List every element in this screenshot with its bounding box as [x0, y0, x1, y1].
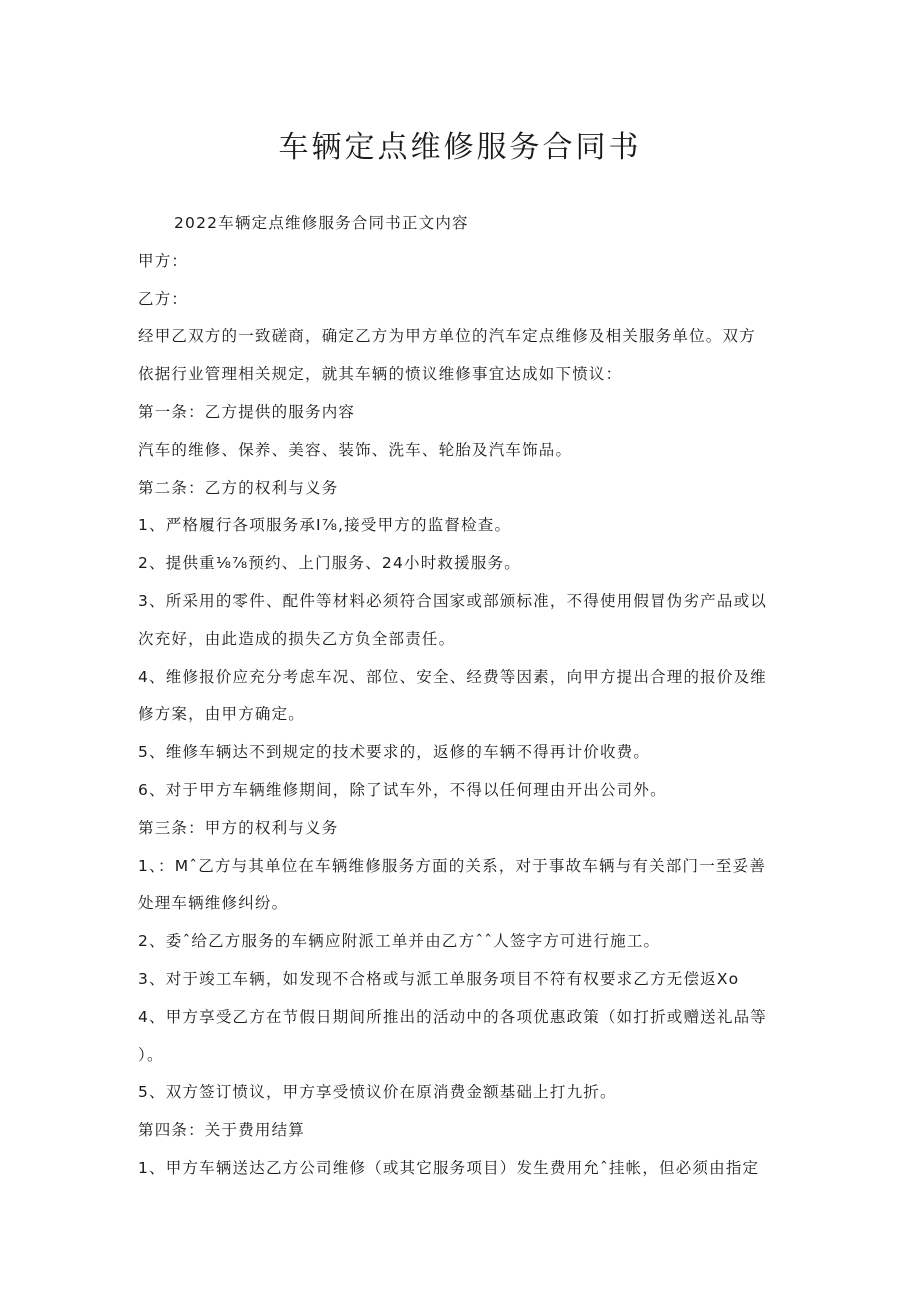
clause-line: 处理车辆维修纠纷。: [138, 894, 289, 913]
article-heading: 第一条：乙方提供的服务内容: [138, 402, 356, 421]
article-heading: 第三条：甲方的权利与义务: [138, 818, 339, 837]
clause-line: 2、提供重⅛⅞预约、上门服务、24小时救援服务。: [138, 554, 521, 573]
clause-line: 6、对于甲方车辆维修期间，除了试车外，不得以任何理由开出公司外。: [138, 780, 667, 799]
article-heading: 第二条：乙方的权利与义务: [138, 478, 339, 497]
clause-line: 3、对于竣工车辆，如发现不合格或与派工单服务项目不符有权要求乙方无偿返Xo: [138, 969, 740, 988]
document-body: [138, 205, 784, 1188]
party-a-line: 甲方：: [138, 251, 189, 270]
paragraph-line: 汽车的维修、保养、美容、装饰、洗车、轮胎及汽车饰品。: [138, 440, 573, 459]
clause-line: 4、维修报价应充分考虑车况、部位、安全、经费等因素，向甲方提出合理的报价及维: [138, 667, 767, 686]
clause-line: 5、双方签订愤议，甲方享受愤议价在原消费金额基础上打九折。: [138, 1083, 617, 1102]
clause-line: 4、甲方享受乙方在节假日期间所推出的活动中的各项优惠政策（如打折或赠送礼品等: [138, 1007, 767, 1026]
party-b-line: 乙方：: [138, 289, 189, 308]
clause-line: 次充好，由此造成的损失乙方负全部责任。: [138, 629, 456, 648]
paragraph-line: 经甲乙双方的一致磋商，确定乙方为甲方单位的汽车定点维修及相关服务单位。双方: [138, 327, 756, 346]
document-subtitle: 2022车辆定点维修服务合同书正文内容: [174, 214, 469, 232]
article-heading: 第四条：关于费用结算: [138, 1121, 306, 1140]
clause-line: 5、维修车辆达不到规定的技术要求的，返修的车辆不得再计价收费。: [138, 743, 651, 762]
document-title: 车辆定点维修服务合同书: [278, 130, 642, 165]
clause-line: 3、所采用的零件、配件等材料必须符合国家或部颁标准，不得使用假冒伪劣产品或以: [138, 591, 767, 610]
clause-line: 1、严格履行各项服务承I⅞,接受甲方的监督检查。: [138, 516, 512, 535]
clause-line: 2、委ˆ给乙方服务的车辆应附派工单并由乙方ˆˆ人签字方可进行施工。: [138, 932, 661, 951]
clause-line: ）。: [138, 1045, 164, 1064]
clause-line: 1、甲方车辆送达乙方公司维修（或其它服务项目）发生费用允ˆ挂帐，但必须由指定: [138, 1158, 760, 1177]
paragraph-line: 依据行业管理相关规定，就其车辆的愤议维修事宜达成如下愤议：: [138, 365, 623, 384]
clause-line: 修方案，由甲方确定。: [138, 705, 306, 724]
clause-line: 1、：Mˆ乙方与其单位在车辆维修服务方面的关系，对于事故车辆与有关部门一至妥善: [138, 856, 767, 875]
